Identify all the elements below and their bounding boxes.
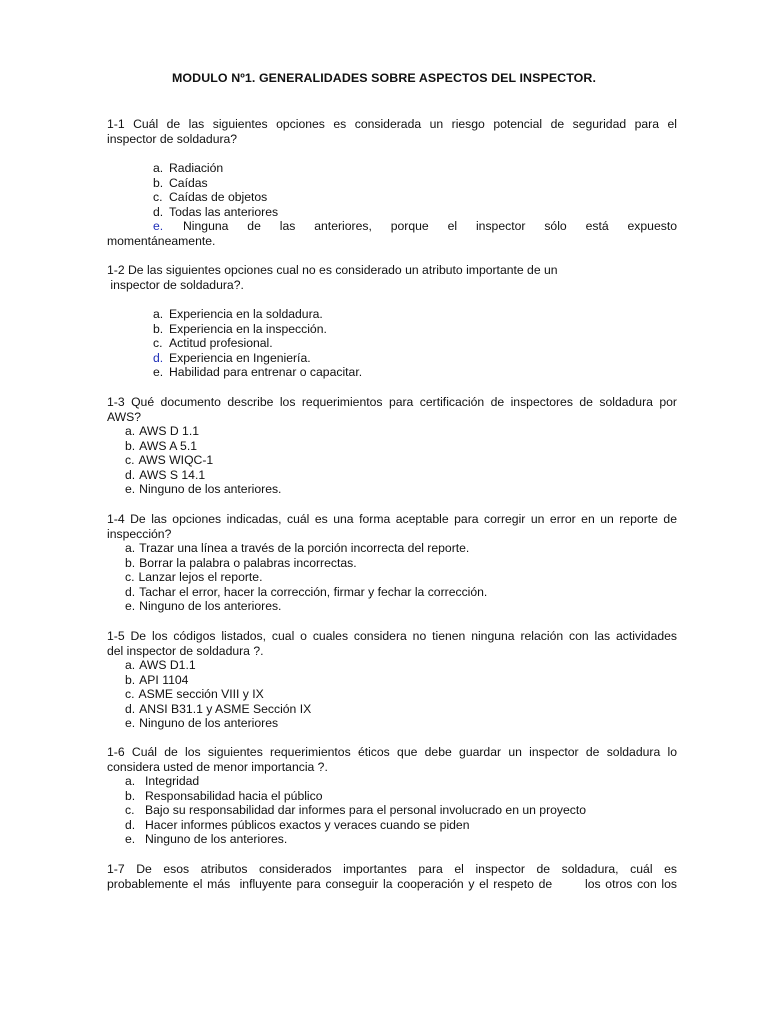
option-e: e. Ninguno de los anteriores — [125, 716, 279, 731]
option-b: b. Caídas — [153, 175, 208, 190]
option-c: c. ASME sección VIII y IX — [125, 687, 264, 702]
option-e: e. Habilidad para entrenar o capacitar. — [153, 365, 363, 380]
option-c: c. Caídas de objetos — [153, 190, 268, 205]
option-b: b. Responsabilidad hacia el público — [125, 788, 323, 803]
question-text-line2: considera usted de menor importancia ?. — [107, 759, 328, 774]
question-1-1-options — [107, 161, 677, 249]
option-d: d. Tachar el error, hacer la corrección, firmar y fechar la corrección. — [125, 584, 488, 599]
question-1-5-options — [107, 658, 677, 731]
question-1-6-options — [107, 774, 677, 847]
option-a: a. Integridad — [125, 774, 200, 788]
option-a: a. Trazar una línea a través de la porción incorrecta del reporte. — [125, 541, 470, 555]
option-d: d. Experiencia en Ingeniería. — [153, 350, 311, 365]
option-b: b. AWS A 5.1 — [125, 438, 197, 453]
option-c: c. Lanzar lejos el reporte. — [125, 570, 263, 585]
question-1-3-options — [107, 424, 677, 497]
question-text-line2: inspector de soldadura? — [107, 131, 238, 146]
page-title: MODULO Nº1. GENERALIDADES SOBRE ASPECTOS DEL INSPECTOR. — [171, 71, 597, 85]
question-text-line1: 1-1 Cuál de las siguientes opciones es considerada un riesgo potencial de seguridad para el — [107, 117, 677, 131]
question-1-7 — [107, 862, 677, 891]
option-e: e. Ninguno de los anteriores. — [125, 832, 288, 847]
option-c: c. Bajo su responsabilidad dar informes para el personal involucrado en un proyecto — [125, 803, 587, 818]
question-text-line1: 1-4 De las opciones indicadas, cuál es una forma aceptable para corregir un error en un reporte de — [107, 512, 677, 526]
question-text-line1: 1-3 Qué documento describe los requerimientos para certificación de inspectores de soldadura por — [107, 395, 677, 409]
question-text-line2: inspector de soldadura?. — [107, 277, 244, 292]
option-e: e. Ninguna de las anteriores, porque el inspector sólo está expuesto — [153, 219, 677, 234]
question-text-line2: inspección? — [107, 526, 172, 541]
option-e: e. Ninguno de los anteriores. — [125, 599, 282, 614]
option-c: c. AWS WIQC-1 — [125, 453, 214, 468]
option-d: d. ANSI B31.1 y ASME Sección IX — [125, 701, 312, 716]
option-b: b. API 1104 — [125, 672, 189, 687]
option-a: a. Radiación — [153, 161, 224, 175]
question-text-line2: probablemente el más influyente para conseguir la cooperación y el respeto de los otros con los — [107, 876, 677, 891]
question-1-6 — [107, 745, 677, 774]
option-d: d. Todas las anteriores — [153, 204, 279, 219]
question-text-line2: del inspector de soldadura ?. — [107, 643, 264, 658]
question-text-line1: 1-5 De los códigos listados, cual o cuales considera no tienen ninguna relación con las actividades — [107, 629, 677, 643]
option-e-continuation: momentáneamente. — [107, 233, 216, 248]
question-text-line1: 1-6 Cuál de los siguientes requerimientos éticos que debe guardar un inspector de soldadura lo — [107, 745, 677, 759]
question-1-2-options — [107, 307, 677, 380]
option-a: a. Experiencia en la soldadura. — [153, 307, 323, 321]
option-d: d. AWS S 14.1 — [125, 467, 206, 482]
option-a: a. AWS D1.1 — [125, 658, 196, 672]
question-1-4 — [107, 512, 677, 541]
option-e: e. Ninguno de los anteriores. — [125, 482, 282, 497]
question-text-line1: 1-7 De esos atributos considerados importantes para el inspector de soldadura, cuál es — [107, 862, 677, 876]
question-1-4-options — [107, 541, 677, 614]
question-text-line1: 1-2 De las siguientes opciones cual no es considerado un atributo importante de un — [107, 263, 558, 277]
option-c: c. Actitud profesional. — [153, 336, 273, 351]
question-1-5 — [107, 629, 677, 658]
question-1-2 — [107, 263, 677, 292]
option-d: d. Hacer informes públicos exactos y veraces cuando se piden — [125, 817, 470, 832]
option-a: a. AWS D 1.1 — [125, 424, 199, 438]
question-1-1 — [107, 117, 677, 146]
question-text-line2: AWS? — [107, 409, 142, 424]
option-b: b. Borrar la palabra o palabras incorrectas. — [125, 555, 357, 570]
question-1-3 — [107, 395, 677, 424]
option-b: b. Experiencia en la inspección. — [153, 321, 327, 336]
